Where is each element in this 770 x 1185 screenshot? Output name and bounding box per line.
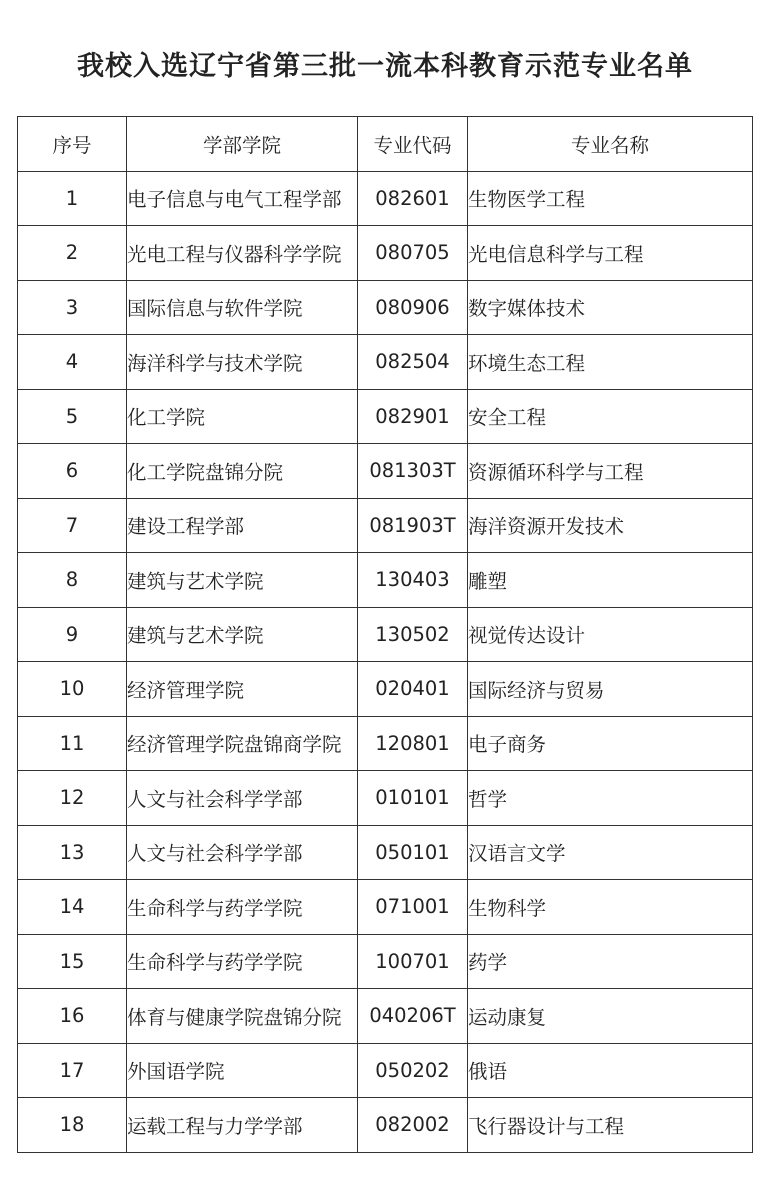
cell-department: 光电工程与仪器科学学院 [127, 226, 358, 281]
cell-major-name: 俄语 [468, 1043, 753, 1098]
cell-major-code: 082901 [358, 389, 468, 444]
cell-major-name: 生物科学 [468, 880, 753, 935]
cell-serial-number: 2 [18, 226, 127, 281]
cell-major-code: 010101 [358, 771, 468, 826]
cell-major-name: 哲学 [468, 771, 753, 826]
table-row [18, 1098, 753, 1153]
cell-major-name: 海洋资源开发技术 [468, 498, 753, 553]
cell-major-code: 120801 [358, 716, 468, 771]
header-major-name: 专业名称 [468, 117, 753, 172]
cell-major-name: 资源循环科学与工程 [468, 444, 753, 499]
cell-major-name: 环境生态工程 [468, 335, 753, 390]
table-row [18, 389, 753, 444]
cell-major-name: 数字媒体技术 [468, 280, 753, 335]
table-row [18, 716, 753, 771]
cell-major-name: 药学 [468, 934, 753, 989]
cell-serial-number: 1 [18, 171, 127, 226]
cell-serial-number: 18 [18, 1098, 127, 1153]
cell-department: 人文与社会科学学部 [127, 825, 358, 880]
cell-department: 建设工程学部 [127, 498, 358, 553]
table-body [18, 171, 753, 1152]
table-row [18, 1043, 753, 1098]
cell-serial-number: 12 [18, 771, 127, 826]
cell-department: 人文与社会科学学部 [127, 771, 358, 826]
cell-department: 生命科学与药学学院 [127, 934, 358, 989]
cell-major-name: 汉语言文学 [468, 825, 753, 880]
cell-department: 电子信息与电气工程学部 [127, 171, 358, 226]
cell-major-code: 130403 [358, 553, 468, 608]
cell-major-code: 080906 [358, 280, 468, 335]
table-row [18, 662, 753, 717]
cell-serial-number: 17 [18, 1043, 127, 1098]
table-row [18, 444, 753, 499]
cell-major-code: 050101 [358, 825, 468, 880]
cell-serial-number: 8 [18, 553, 127, 608]
cell-major-code: 081903T [358, 498, 468, 553]
cell-major-code: 082601 [358, 171, 468, 226]
cell-major-name: 飞行器设计与工程 [468, 1098, 753, 1153]
cell-department: 建筑与艺术学院 [127, 553, 358, 608]
cell-serial-number: 15 [18, 934, 127, 989]
table-row [18, 825, 753, 880]
cell-department: 化工学院盘锦分院 [127, 444, 358, 499]
cell-major-code: 040206T [358, 989, 468, 1044]
cell-major-name: 安全工程 [468, 389, 753, 444]
cell-serial-number: 7 [18, 498, 127, 553]
table-row [18, 989, 753, 1044]
cell-major-name: 雕塑 [468, 553, 753, 608]
table-row [18, 607, 753, 662]
table-row [18, 553, 753, 608]
cell-serial-number: 16 [18, 989, 127, 1044]
cell-major-code: 050202 [358, 1043, 468, 1098]
cell-department: 海洋科学与技术学院 [127, 335, 358, 390]
cell-major-code: 071001 [358, 880, 468, 935]
table-row [18, 226, 753, 281]
cell-major-code: 082002 [358, 1098, 468, 1153]
cell-serial-number: 3 [18, 280, 127, 335]
major-table [17, 116, 753, 1153]
table-row [18, 280, 753, 335]
cell-serial-number: 5 [18, 389, 127, 444]
cell-department: 建筑与艺术学院 [127, 607, 358, 662]
header-department: 学部学院 [127, 117, 358, 172]
cell-department: 国际信息与软件学院 [127, 280, 358, 335]
cell-major-code: 080705 [358, 226, 468, 281]
table-header-row [18, 117, 753, 172]
table-row [18, 771, 753, 826]
cell-major-name: 电子商务 [468, 716, 753, 771]
cell-major-name: 运动康复 [468, 989, 753, 1044]
page-title: 我校入选辽宁省第三批一流本科教育示范专业名单 [77, 51, 693, 82]
cell-major-code: 081303T [358, 444, 468, 499]
cell-serial-number: 11 [18, 716, 127, 771]
cell-serial-number: 13 [18, 825, 127, 880]
cell-major-name: 生物医学工程 [468, 171, 753, 226]
cell-serial-number: 6 [18, 444, 127, 499]
cell-major-code: 100701 [358, 934, 468, 989]
cell-major-name: 光电信息科学与工程 [468, 226, 753, 281]
cell-major-code: 130502 [358, 607, 468, 662]
cell-major-code: 082504 [358, 335, 468, 390]
table-row [18, 335, 753, 390]
cell-department: 运载工程与力学学部 [127, 1098, 358, 1153]
cell-major-code: 020401 [358, 662, 468, 717]
cell-serial-number: 14 [18, 880, 127, 935]
header-serial-number: 序号 [18, 117, 127, 172]
cell-department: 外国语学院 [127, 1043, 358, 1098]
cell-department: 化工学院 [127, 389, 358, 444]
cell-department: 经济管理学院 [127, 662, 358, 717]
cell-major-name: 国际经济与贸易 [468, 662, 753, 717]
cell-serial-number: 10 [18, 662, 127, 717]
table-row [18, 171, 753, 226]
table-row [18, 934, 753, 989]
cell-major-name: 视觉传达设计 [468, 607, 753, 662]
cell-department: 生命科学与药学学院 [127, 880, 358, 935]
cell-serial-number: 9 [18, 607, 127, 662]
cell-serial-number: 4 [18, 335, 127, 390]
header-major-code: 专业代码 [358, 117, 468, 172]
table-row [18, 498, 753, 553]
cell-department: 体育与健康学院盘锦分院 [127, 989, 358, 1044]
cell-department: 经济管理学院盘锦商学院 [127, 716, 358, 771]
table-row [18, 880, 753, 935]
